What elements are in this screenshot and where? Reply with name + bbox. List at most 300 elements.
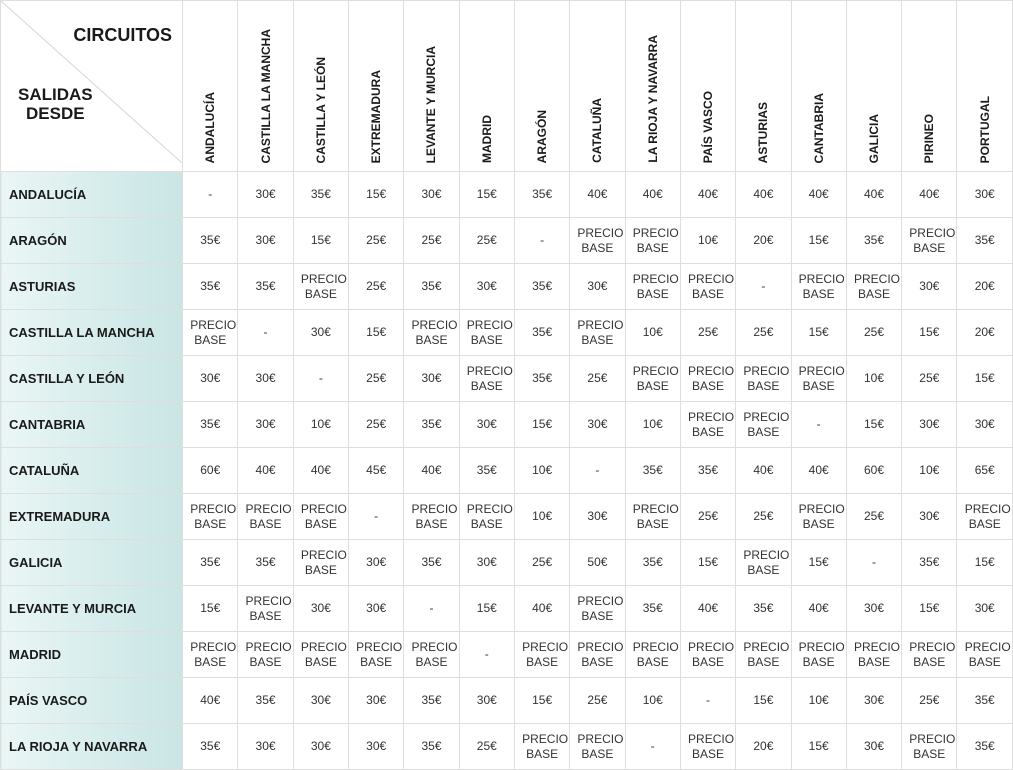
price-value: PRECIO BASE (190, 501, 237, 531)
price-cell (238, 448, 293, 494)
price-cell (514, 218, 569, 264)
price-cell (570, 310, 625, 356)
table-row (1, 448, 1013, 494)
price-cell (293, 356, 348, 402)
price-value: 15€ (919, 325, 940, 339)
price-cell (791, 632, 846, 678)
price-value: 15€ (808, 325, 829, 339)
price-value: 30€ (200, 371, 221, 385)
price-value: 15€ (476, 187, 497, 201)
price-cell (349, 586, 404, 632)
price-value: 15€ (974, 371, 995, 385)
price-value: - (650, 739, 655, 753)
price-cell (570, 586, 625, 632)
price-cell (736, 448, 791, 494)
price-cell (238, 310, 293, 356)
price-value: 40€ (587, 187, 608, 201)
price-cell (293, 264, 348, 310)
price-value: 35€ (421, 693, 442, 707)
price-value: PRECIO BASE (300, 501, 347, 531)
price-cell (957, 402, 1013, 448)
salidas-desde-label: SALIDAS DESDE (18, 85, 93, 123)
price-value: PRECIO BASE (245, 639, 292, 669)
price-cell (791, 264, 846, 310)
price-cell (957, 448, 1013, 494)
price-value: PRECIO BASE (632, 225, 679, 255)
price-cell (459, 632, 514, 678)
price-cell (349, 172, 404, 218)
price-cell (349, 356, 404, 402)
price-cell (404, 356, 459, 402)
price-value: 40€ (255, 463, 276, 477)
price-cell (680, 724, 735, 770)
price-value: 25€ (366, 233, 387, 247)
price-cell (791, 448, 846, 494)
column-header (902, 1, 957, 172)
price-cell (846, 218, 901, 264)
price-cell (625, 494, 680, 540)
price-cell (404, 494, 459, 540)
column-header-label: ASTURIAS (756, 101, 771, 163)
price-cell (183, 356, 238, 402)
price-value: 10€ (698, 233, 719, 247)
price-cell (846, 448, 901, 494)
table-row (1, 678, 1013, 724)
price-value: 30€ (366, 601, 387, 615)
price-cell (183, 218, 238, 264)
price-value: - (374, 509, 379, 523)
price-value: 25€ (698, 325, 719, 339)
price-value: 30€ (255, 187, 276, 201)
price-value: PRECIO BASE (522, 731, 569, 761)
price-cell (625, 724, 680, 770)
price-cell (846, 494, 901, 540)
price-cell (238, 264, 293, 310)
price-cell (570, 724, 625, 770)
price-value: 40€ (808, 187, 829, 201)
price-cell (846, 678, 901, 724)
price-cell (625, 356, 680, 402)
price-cell (736, 172, 791, 218)
price-cell (736, 724, 791, 770)
price-value: - (484, 647, 489, 661)
price-cell (846, 356, 901, 402)
price-cell (238, 540, 293, 586)
price-value: 10€ (310, 417, 331, 431)
table-row (1, 264, 1013, 310)
price-value: 40€ (863, 187, 884, 201)
price-cell (293, 678, 348, 724)
price-value: 15€ (476, 601, 497, 615)
price-cell (680, 448, 735, 494)
price-cell (791, 724, 846, 770)
price-cell (514, 540, 569, 586)
price-value: PRECIO BASE (411, 501, 458, 531)
price-value: PRECIO BASE (688, 363, 735, 393)
row-header: ANDALUCÍA (1, 172, 183, 218)
price-value: PRECIO BASE (190, 639, 237, 669)
price-value: - (816, 417, 821, 431)
price-value: 30€ (421, 371, 442, 385)
price-value: - (429, 601, 434, 615)
column-header-label: PAÍS VASCO (701, 90, 716, 163)
price-cell (736, 218, 791, 264)
price-value: PRECIO BASE (577, 731, 624, 761)
price-value: 35€ (421, 555, 442, 569)
price-cell (183, 678, 238, 724)
price-cell (846, 172, 901, 218)
price-value: 25€ (476, 233, 497, 247)
price-value: 10€ (863, 371, 884, 385)
price-cell (680, 540, 735, 586)
price-cell (957, 632, 1013, 678)
price-cell (680, 310, 735, 356)
column-header (846, 1, 901, 172)
price-cell (349, 724, 404, 770)
price-cell (736, 264, 791, 310)
price-value: 25€ (919, 371, 940, 385)
price-value: 10€ (919, 463, 940, 477)
price-value: 40€ (808, 601, 829, 615)
price-value: - (871, 555, 876, 569)
price-value: 30€ (476, 417, 497, 431)
price-value: 25€ (753, 509, 774, 523)
price-value: PRECIO BASE (964, 639, 1011, 669)
price-value: 30€ (310, 693, 331, 707)
price-value: 35€ (642, 601, 663, 615)
table-row (1, 586, 1013, 632)
price-value: 10€ (808, 693, 829, 707)
row-header: CATALUÑA (1, 448, 183, 494)
price-value: 35€ (255, 279, 276, 293)
price-value: 35€ (532, 371, 553, 385)
price-cell (183, 310, 238, 356)
price-cell (349, 218, 404, 264)
price-cell (570, 632, 625, 678)
price-value: 35€ (642, 463, 663, 477)
price-cell (957, 264, 1013, 310)
price-value: 35€ (532, 325, 553, 339)
price-value: 30€ (310, 739, 331, 753)
price-cell (293, 724, 348, 770)
price-value: 35€ (421, 417, 442, 431)
price-cell (514, 172, 569, 218)
price-cell (791, 402, 846, 448)
price-value: 35€ (974, 693, 995, 707)
price-value: 35€ (200, 555, 221, 569)
price-value: 35€ (200, 417, 221, 431)
price-value: 30€ (366, 693, 387, 707)
price-cell (459, 264, 514, 310)
price-value: PRECIO BASE (577, 593, 624, 623)
price-value: PRECIO BASE (688, 271, 735, 301)
row-header: CASTILLA Y LEÓN (1, 356, 183, 402)
price-cell (349, 448, 404, 494)
price-cell (570, 448, 625, 494)
price-value: 30€ (366, 739, 387, 753)
price-value: PRECIO BASE (245, 593, 292, 623)
price-value: 20€ (753, 233, 774, 247)
price-value: 30€ (919, 509, 940, 523)
price-cell (902, 494, 957, 540)
price-cell (846, 402, 901, 448)
price-cell (514, 402, 569, 448)
price-value: - (208, 187, 213, 201)
price-cell (514, 586, 569, 632)
price-value: PRECIO BASE (964, 501, 1011, 531)
price-cell (293, 632, 348, 678)
price-cell (293, 494, 348, 540)
price-cell (404, 218, 459, 264)
price-cell (736, 310, 791, 356)
price-cell (570, 540, 625, 586)
column-header (183, 1, 238, 172)
price-cell (680, 264, 735, 310)
price-value: 25€ (863, 509, 884, 523)
price-cell (238, 402, 293, 448)
price-value: 25€ (366, 279, 387, 293)
price-cell (183, 172, 238, 218)
price-cell (680, 356, 735, 402)
price-value: 35€ (476, 463, 497, 477)
price-cell (183, 632, 238, 678)
price-value: - (706, 693, 711, 707)
price-cell (846, 264, 901, 310)
price-value: 15€ (808, 739, 829, 753)
column-header (957, 1, 1013, 172)
price-value: 40€ (698, 187, 719, 201)
price-cell (293, 448, 348, 494)
price-cell (459, 586, 514, 632)
price-cell (736, 402, 791, 448)
price-value: 40€ (808, 463, 829, 477)
price-value: 40€ (753, 463, 774, 477)
price-value: 35€ (753, 601, 774, 615)
price-value: 25€ (587, 693, 608, 707)
price-cell (293, 586, 348, 632)
price-cell (514, 264, 569, 310)
price-cell (625, 586, 680, 632)
price-cell (570, 678, 625, 724)
price-cell (902, 632, 957, 678)
price-cell (514, 356, 569, 402)
price-cell (736, 356, 791, 402)
price-cell (902, 402, 957, 448)
price-cell (957, 218, 1013, 264)
price-cell (404, 678, 459, 724)
price-cell (625, 632, 680, 678)
price-value: 40€ (532, 601, 553, 615)
price-cell (404, 264, 459, 310)
price-cell (902, 356, 957, 402)
price-value: PRECIO BASE (300, 639, 347, 669)
price-cell (293, 218, 348, 264)
price-cell (791, 494, 846, 540)
price-value: 35€ (919, 555, 940, 569)
price-value: PRECIO BASE (798, 363, 845, 393)
price-cell (238, 172, 293, 218)
price-cell (570, 218, 625, 264)
price-cell (902, 586, 957, 632)
column-header (349, 1, 404, 172)
price-value: 25€ (863, 325, 884, 339)
price-value: 25€ (532, 555, 553, 569)
table-row (1, 356, 1013, 402)
column-header-label: LEVANTE Y MURCIA (424, 45, 439, 163)
price-value: 15€ (808, 233, 829, 247)
price-cell (902, 448, 957, 494)
price-cell (459, 494, 514, 540)
price-value: PRECIO BASE (798, 639, 845, 669)
price-value: 30€ (255, 739, 276, 753)
price-cell (846, 310, 901, 356)
price-cell (902, 724, 957, 770)
column-header-label: CANTABRIA (811, 92, 826, 163)
price-value: 10€ (532, 463, 553, 477)
price-value: 35€ (200, 233, 221, 247)
price-value: 15€ (310, 233, 331, 247)
price-value: 30€ (919, 279, 940, 293)
column-header (293, 1, 348, 172)
price-value: 35€ (421, 279, 442, 293)
price-cell (514, 678, 569, 724)
price-cell (349, 678, 404, 724)
price-cell (902, 310, 957, 356)
price-cell (404, 632, 459, 678)
price-cell (349, 264, 404, 310)
price-cell (349, 402, 404, 448)
price-cell (791, 356, 846, 402)
table-row (1, 632, 1013, 678)
price-cell (404, 540, 459, 586)
price-cell (625, 402, 680, 448)
price-value: 35€ (255, 555, 276, 569)
price-value: PRECIO BASE (909, 639, 956, 669)
price-cell (349, 494, 404, 540)
price-value: 30€ (366, 555, 387, 569)
price-value: PRECIO BASE (743, 547, 790, 577)
price-cell (183, 264, 238, 310)
table-row (1, 724, 1013, 770)
price-value: PRECIO BASE (466, 501, 513, 531)
price-cell (736, 678, 791, 724)
circuitos-label: CIRCUITOS (73, 25, 173, 45)
price-cell (902, 218, 957, 264)
column-header-label: MADRID (479, 115, 494, 163)
price-value: 30€ (255, 371, 276, 385)
price-cell (459, 402, 514, 448)
price-cell (791, 540, 846, 586)
price-cell (680, 632, 735, 678)
price-value: 25€ (476, 739, 497, 753)
price-cell (736, 632, 791, 678)
price-value: 30€ (310, 601, 331, 615)
price-cell (183, 402, 238, 448)
price-value: PRECIO BASE (245, 501, 292, 531)
price-value: PRECIO BASE (688, 731, 735, 761)
price-value: PRECIO BASE (632, 271, 679, 301)
price-value: 35€ (532, 187, 553, 201)
price-value: 30€ (974, 187, 995, 201)
price-cell (570, 494, 625, 540)
price-cell (625, 172, 680, 218)
price-cell (349, 540, 404, 586)
price-value: 15€ (532, 417, 553, 431)
price-cell (459, 172, 514, 218)
price-cell (625, 448, 680, 494)
table-row (1, 540, 1013, 586)
price-cell (293, 172, 348, 218)
table-row (1, 310, 1013, 356)
price-value: 40€ (753, 187, 774, 201)
price-cell (514, 310, 569, 356)
price-value: 35€ (255, 693, 276, 707)
price-cell (902, 540, 957, 586)
price-value: 35€ (532, 279, 553, 293)
price-value: 30€ (310, 325, 331, 339)
price-value: 15€ (974, 555, 995, 569)
price-value: 30€ (255, 233, 276, 247)
price-value: - (318, 371, 323, 385)
price-cell (404, 172, 459, 218)
price-cell (404, 402, 459, 448)
price-value: 45€ (366, 463, 387, 477)
row-header: PAÍS VASCO (1, 678, 183, 724)
price-cell (183, 448, 238, 494)
price-cell (957, 356, 1013, 402)
price-cell (625, 218, 680, 264)
price-cell (183, 586, 238, 632)
price-cell (459, 310, 514, 356)
price-cell (625, 264, 680, 310)
row-header: ASTURIAS (1, 264, 183, 310)
price-value: 40€ (919, 187, 940, 201)
price-cell (459, 678, 514, 724)
column-header-label: CATALUÑA (590, 98, 605, 163)
price-value: PRECIO BASE (853, 639, 900, 669)
price-value: 30€ (255, 417, 276, 431)
price-cell (183, 724, 238, 770)
price-cell (680, 172, 735, 218)
price-value: 30€ (863, 693, 884, 707)
price-cell (238, 678, 293, 724)
price-cell (957, 310, 1013, 356)
row-header: LEVANTE Y MURCIA (1, 586, 183, 632)
price-value: PRECIO BASE (356, 639, 403, 669)
price-cell (957, 172, 1013, 218)
column-header (459, 1, 514, 172)
column-header (514, 1, 569, 172)
table-row (1, 172, 1013, 218)
price-cell (902, 264, 957, 310)
price-value: PRECIO BASE (466, 317, 513, 347)
price-cell (404, 724, 459, 770)
price-value: 25€ (421, 233, 442, 247)
price-value: 25€ (366, 417, 387, 431)
price-value: PRECIO BASE (577, 317, 624, 347)
price-value: 25€ (919, 693, 940, 707)
price-cell (791, 172, 846, 218)
price-value: 30€ (476, 279, 497, 293)
price-cell (293, 402, 348, 448)
price-cell (736, 494, 791, 540)
column-header-label: LA RIOJA Y NAVARRA (645, 35, 660, 163)
price-value: 35€ (974, 739, 995, 753)
price-cell (791, 586, 846, 632)
column-header (625, 1, 680, 172)
price-value: 20€ (974, 325, 995, 339)
price-value: PRECIO BASE (411, 317, 458, 347)
